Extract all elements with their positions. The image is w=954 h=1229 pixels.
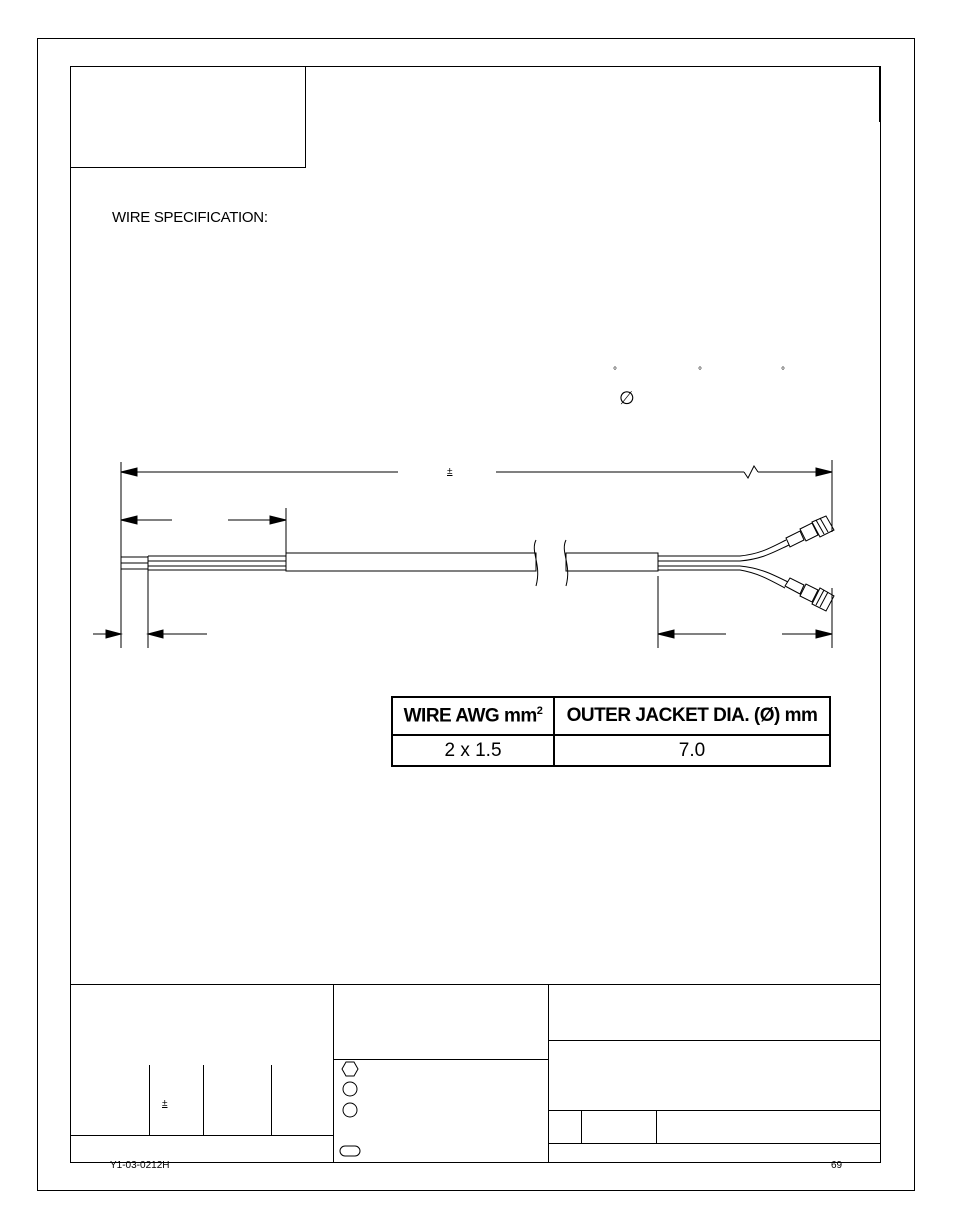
tolerance-col-1 [149,1065,150,1135]
title-block-right-row1 [548,1040,881,1041]
degree-mark-2: ° [698,366,702,377]
tolerance-col-2 [203,1065,204,1135]
ferrule-upper-tip [812,516,834,537]
spec-table-header [392,697,830,735]
circle-icon-1 [343,1082,357,1096]
degree-mark-3: ° [781,366,785,377]
arrow-strip-left [121,516,137,524]
arrow-strip-right [270,516,286,524]
hexagon-icon [342,1062,358,1076]
outer-jacket-right [566,553,658,571]
wire-spec-label: WIRE SPECIFICATION: [112,209,268,226]
circle-icon-2 [343,1103,357,1117]
title-block-right-row2 [548,1110,881,1111]
overall-tolerance-symbol: ± [447,466,453,477]
arrow-conductor-left [106,630,121,638]
ferrule-upper-sleeve [786,531,804,547]
degree-mark-1: ° [613,366,617,377]
arrow-breakout-right [816,630,832,638]
arrow-overall-right [816,468,832,476]
title-block-right-row3 [548,1143,881,1144]
header-outer-jacket: OUTER JACKET DIA. (Ø) mm [554,697,830,735]
header-wire-awg: WIRE AWG $mm^2$ [392,697,554,735]
title-block-symbols [338,1060,368,1160]
cell-wire-awg: 2 x 1.5 [392,735,554,766]
title-block-divider-1 [333,984,334,1163]
title-block-divider-2 [548,984,549,1163]
arrow-conductor-right [148,630,163,638]
doc-code: Y1-03-0212H [110,1160,170,1171]
page-number: 69 [831,1160,843,1171]
cell-outer-jacket: 7.0 [554,735,830,766]
lead-upper-b [740,545,789,561]
ferrule-lower-sleeve [785,578,804,594]
lead-lower-a [740,566,788,582]
diameter-symbol: ∅ [619,388,635,409]
tolerance-col-3 [271,1065,272,1135]
oval-icon [340,1146,360,1156]
spec-table [391,696,831,767]
spec-table-row [392,735,830,766]
title-block-right-col2 [656,1110,657,1143]
lead-upper-a [740,540,786,556]
title-block-left-row [70,1135,333,1136]
tolerance-symbol: ± [162,1098,168,1109]
title-block-right-col1 [581,1110,582,1143]
break-mark [744,466,758,478]
title-block-top [70,984,881,985]
arrow-overall-left [121,468,137,476]
arrow-breakout-left [658,630,674,638]
outer-jacket-left [286,553,536,571]
lead-lower-b [740,570,785,588]
